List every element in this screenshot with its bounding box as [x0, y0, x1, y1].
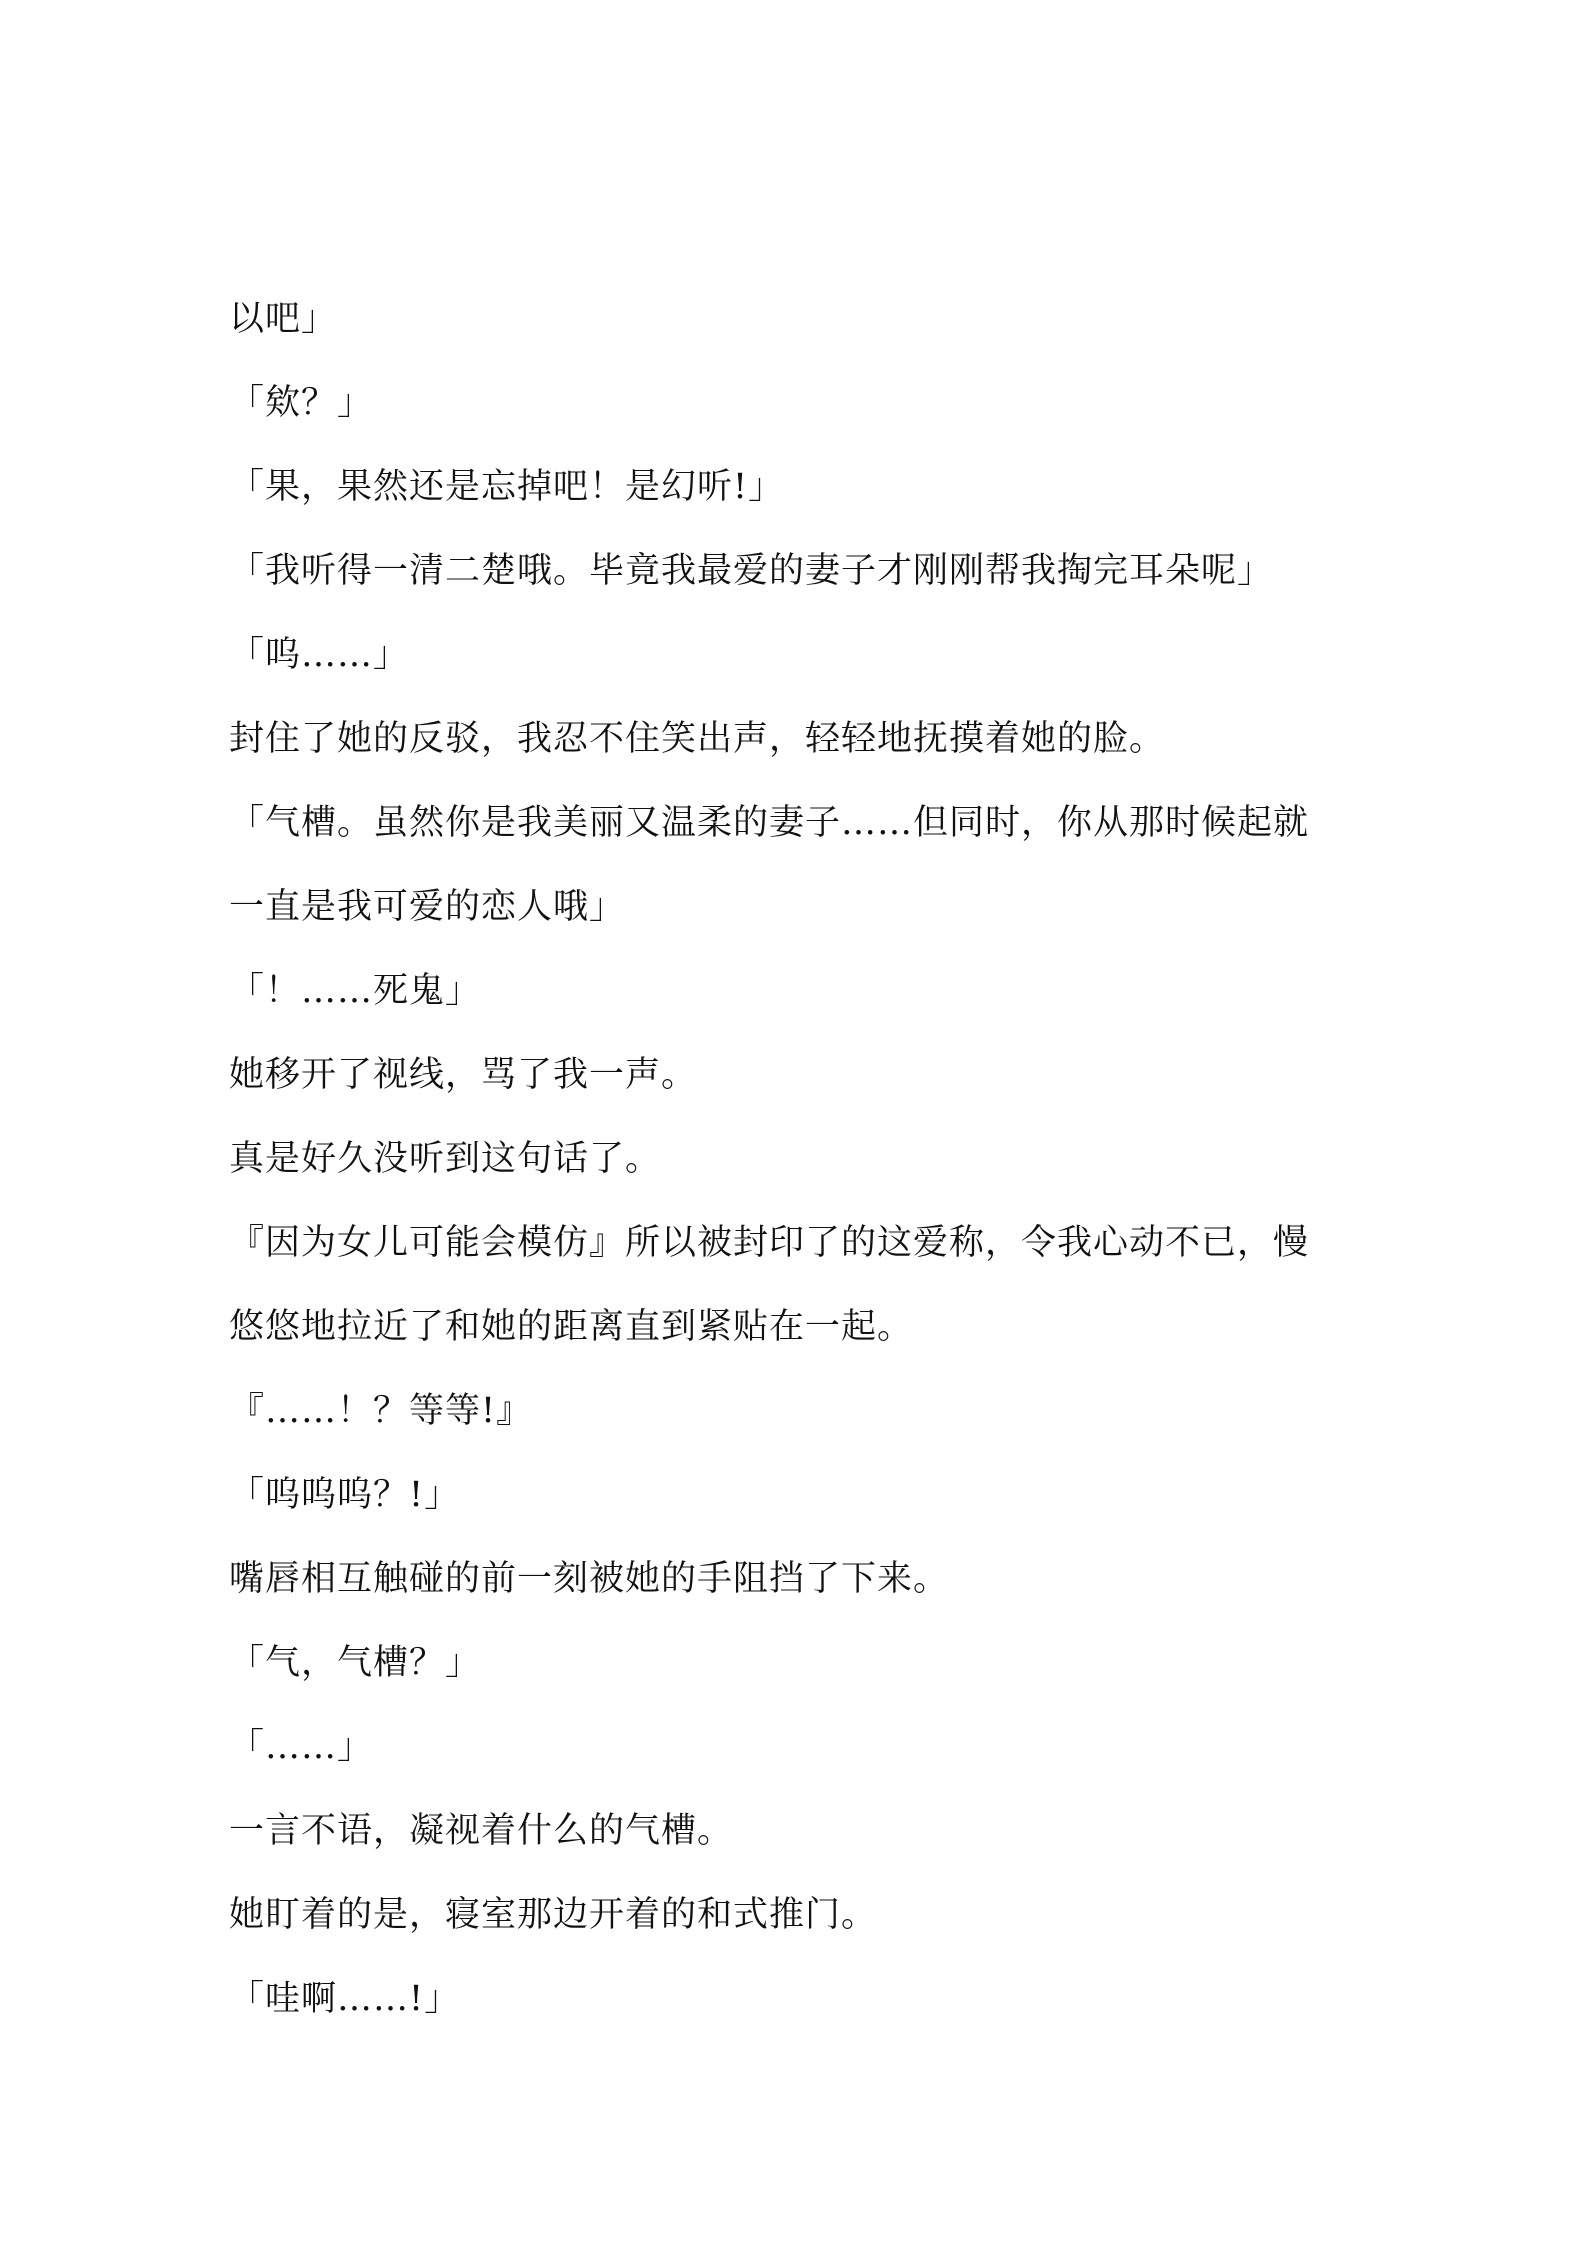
- text-line: 『……！？等等!』: [229, 1391, 533, 1431]
- text-line: 嘴唇相互触碰的前一刻被她的手阻挡了下来。: [229, 1559, 950, 1599]
- text-line: 一言不语，凝视着什么的气槽。: [229, 1811, 734, 1851]
- text-line: 悠悠地拉近了和她的距离直到紧贴在一起。: [229, 1307, 914, 1347]
- text-line: 「！……死鬼」: [229, 971, 482, 1011]
- text-line: 「我听得一清二楚哦。毕竟我最爱的妻子才刚刚帮我掏完耳朵呢」: [229, 551, 1274, 591]
- text-line: 「果，果然还是忘掉吧！是幻听!」: [229, 467, 785, 507]
- text-line: 封住了她的反驳，我忍不住笑出声，轻轻地抚摸着她的脸。: [229, 719, 1166, 759]
- text-line: 「呜……」: [229, 635, 410, 675]
- body-text: [229, 277, 1389, 2041]
- text-line: 「气槽。虽然你是我美丽又温柔的妻子……但同时，你从那时候起就: [229, 803, 1310, 843]
- text-line: 以吧」: [229, 299, 338, 339]
- text-line: 真是好久没听到这句话了。: [229, 1139, 662, 1179]
- text-line: 「……」: [229, 1727, 374, 1767]
- text-line: 一直是我可爱的恋人哦」: [229, 887, 626, 927]
- text-line: 「气，气槽？」: [229, 1643, 482, 1683]
- text-line: 「哇啊……!」: [229, 1979, 461, 2019]
- text-line: 「呜呜呜？!」: [229, 1475, 461, 1515]
- text-line: 『因为女儿可能会模仿』所以被封印了的这爱称，令我心动不已，慢: [229, 1223, 1310, 1263]
- text-line: 「欸？」: [229, 383, 374, 423]
- text-line: 她移开了视线，骂了我一声。: [229, 1055, 698, 1095]
- text-line: 她盯着的是，寝室那边开着的和式推门。: [229, 1895, 878, 1935]
